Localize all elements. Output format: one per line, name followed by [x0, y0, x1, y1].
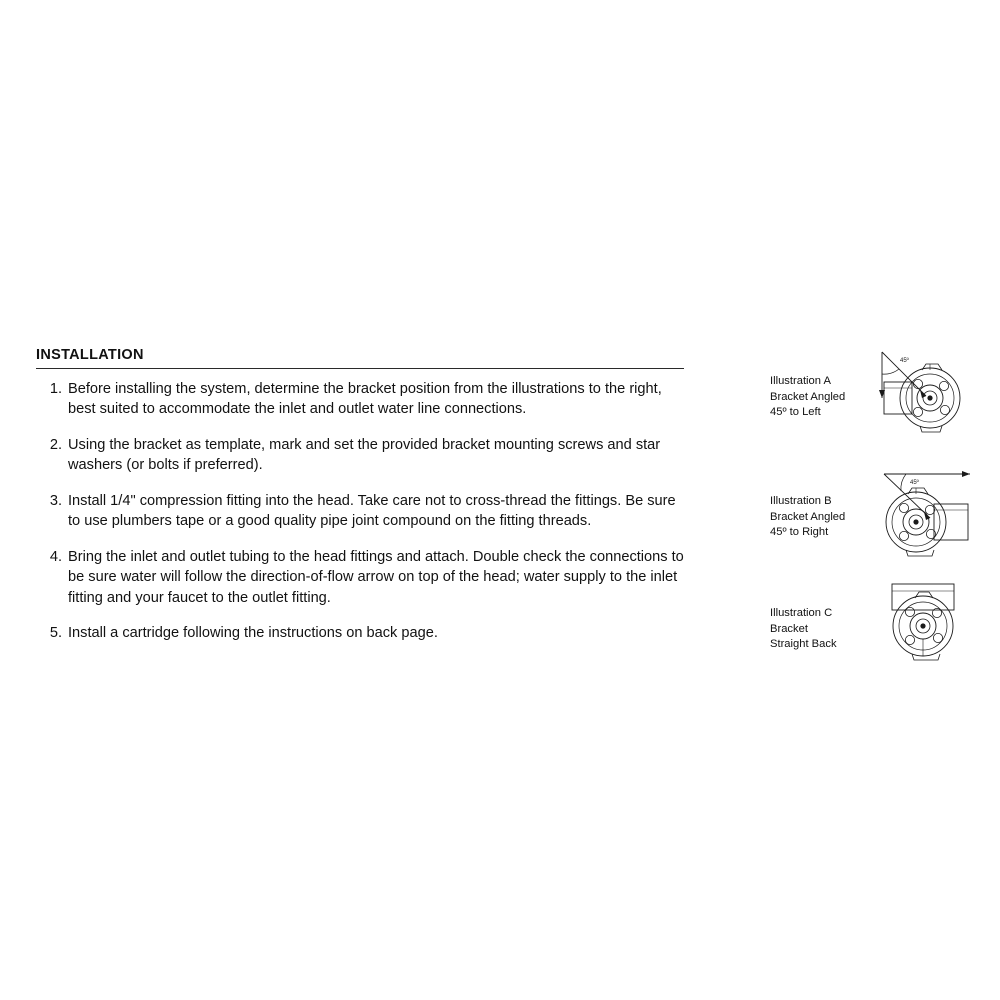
- installation-section: [36, 348, 684, 659]
- list-item-number: 2.: [49, 436, 62, 453]
- illustration-a: [770, 340, 985, 452]
- list-item-number: 4.: [49, 548, 62, 565]
- list-item: [36, 547, 684, 609]
- illustration-a-caption: Illustration A Bracket Angled 45º to Left: [770, 375, 846, 418]
- list-item-text: Before installing the system, determine the bracket position from the illustrations to the right, best suited to accommodate the inlet and outlet water line connections.: [68, 380, 662, 418]
- list-item: [36, 379, 684, 420]
- list-item-number: 5.: [49, 625, 62, 642]
- installation-steps-list: [36, 379, 684, 644]
- list-item-number: 3.: [49, 492, 62, 509]
- page-title: INSTALLATION: [36, 347, 144, 363]
- illustration-c-drawing: [870, 580, 985, 692]
- list-item-text: Using the bracket as template, mark and set the provided bracket mounting screws and star washers (or bolts if preferred).: [68, 436, 661, 474]
- illustration-c: [770, 580, 985, 692]
- list-item: [36, 623, 684, 644]
- list-item-text: Install a cartridge following the instructions on back page.: [68, 625, 438, 642]
- list-item: [36, 435, 684, 476]
- illustrations-column: [770, 340, 985, 700]
- illustration-b-caption: Illustration B Bracket Angled 45º to Right: [770, 495, 846, 538]
- illustration-b-drawing: [870, 460, 985, 572]
- list-item: [36, 491, 684, 532]
- list-item-text: Install 1/4" compression fitting into the head. Take care not to cross-thread the fittings. Be sure to use plumbers tape or a good quality pipe joint compound on the fitting threads.: [68, 492, 676, 530]
- angle-label: 45º: [910, 480, 919, 486]
- illustration-c-caption: Illustration C Bracket Straight Back: [770, 607, 837, 650]
- illustration-a-drawing: [870, 340, 985, 452]
- illustration-b: [770, 460, 985, 572]
- title-divider: [36, 368, 684, 369]
- list-item-text: Bring the inlet and outlet tubing to the head fittings and attach. Double check the connections to be sure water will follow the direction-of-flow arrow on top of the head; water supply to the inlet fitting and your faucet to the outlet fitting.: [68, 548, 684, 606]
- angle-label: 45º: [900, 358, 909, 364]
- list-item-number: 1.: [49, 380, 62, 397]
